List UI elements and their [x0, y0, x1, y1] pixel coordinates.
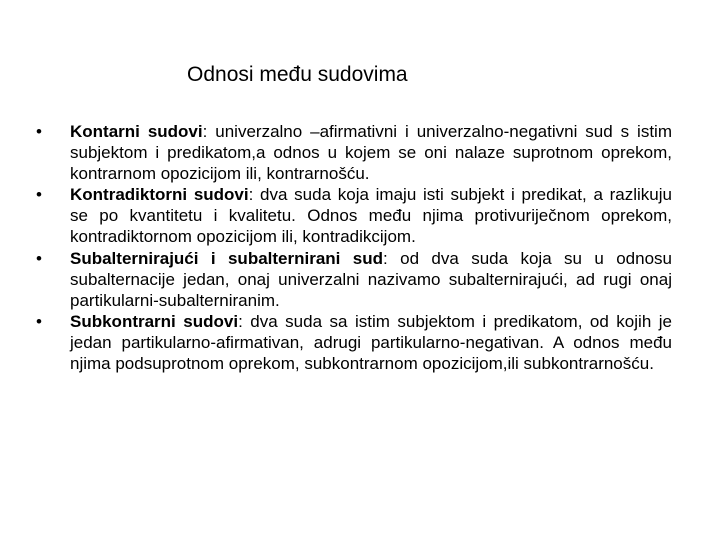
bullet-list [36, 121, 672, 374]
bullet-item-kontradiktorni [36, 184, 672, 247]
bullet-icon: • [36, 311, 42, 331]
bullet-term: Subalternirajući i subalternirani sud [70, 248, 384, 268]
bullet-text: : od dva suda koja su u odnosu subalternacije jedan, onaj univerzalni nazivamo subalternirajući, ad rugi onaj partikularni-subalterniranim. [70, 248, 672, 310]
bullet-term: Subkontrarni sudovi [70, 311, 239, 331]
bullet-term: Kontarni sudovi [70, 122, 203, 141]
bullet-term: Kontradiktorni sudovi [70, 185, 249, 205]
bullet-text: : dva suda koja imaju isti subjekt i predikat, a razlikuju se po kvantitetu i kvalitetu. Odnos među njima protivuriječnom oprekom, kontradiktornom opozicijom ili, kontradikcijom. [70, 185, 672, 247]
bullet-icon: • [36, 122, 42, 141]
bullet-icon: • [36, 185, 42, 205]
bullet-text: : dva suda sa istim subjektom i predikatom, od kojih je jedan partikularno-afirmativan, adrugi partikularno-negativan. A odnos među njima podsuprotnom oprekom, subkontrarnom opozicijom,ili subkontrarnošću. [70, 311, 672, 374]
bullet-text: : univerzalno –afirmativni i univerzalno-negativni sud s istim subjektom i predikatom,a odnos u kojem se oni nalaze suprotnom oprekom, kontrarnom opozicijom ili, kontrarnošću. [70, 122, 672, 184]
bullet-item-subkontrarni [36, 311, 672, 374]
bullet-item-subalternirajuci [36, 248, 672, 311]
slide-title: Odnosi među sudovima [187, 63, 408, 86]
bullet-item-kontrarni [36, 121, 672, 184]
bullet-icon: • [36, 248, 42, 268]
